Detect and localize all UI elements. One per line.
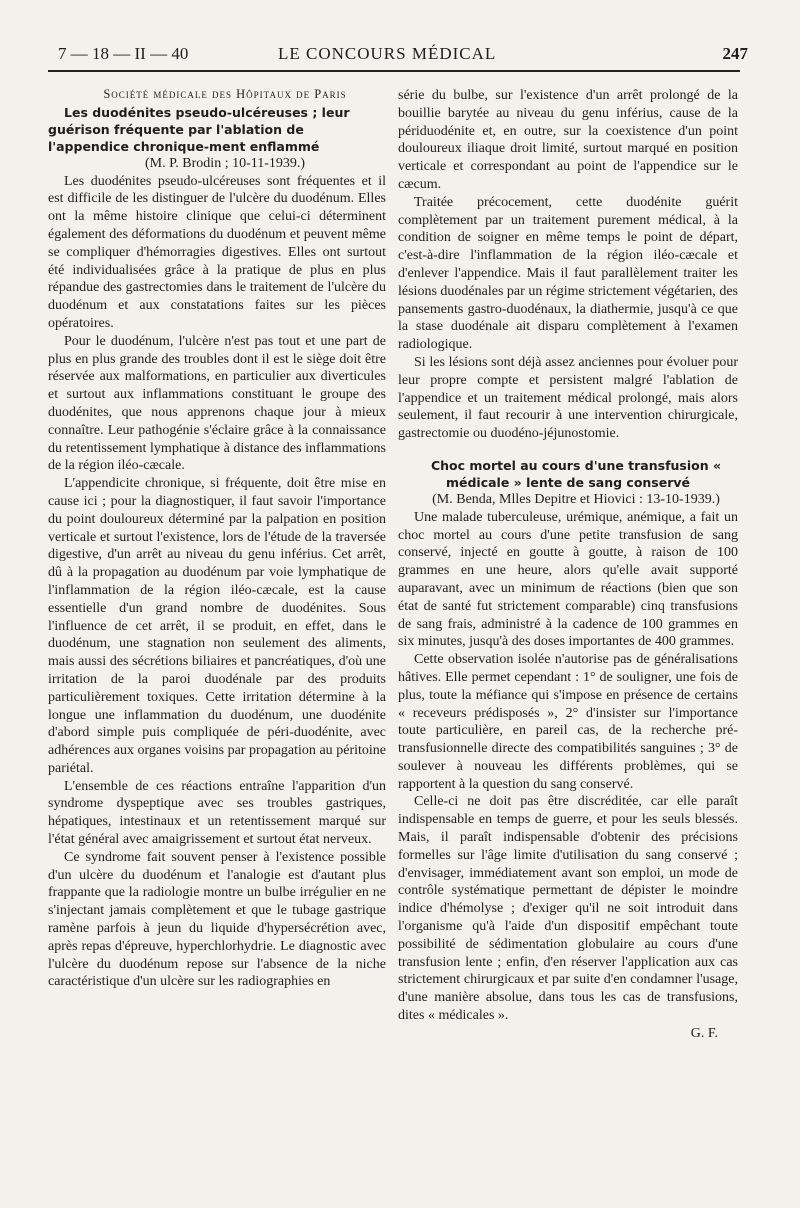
page-header xyxy=(48,38,748,68)
society-heading: Société médicale des Hôpitaux de Paris xyxy=(103,87,347,101)
paragraph: Une malade tuberculeuse, urémique, anémique, a fait un choc mortel au cours d'une petite transfusion de sang conservé, injecté en goutte à goutte, à raison de 100 grammes en une heure, alors qu'elle avait supporté auparavant, avec un minimum de réactions (bien que son état de santé fut strictement comparable) cinq transfusions de sang frais, administré à la cadence de 100 grammes en six minutes, jusqu'à des doses importantes de 400 grammes. xyxy=(398,509,738,650)
signature: G. F. xyxy=(690,1025,718,1041)
journal-title: LE CONCOURS MÉDICAL xyxy=(278,44,497,63)
article2-byline: (M. Benda, Mlles Depitre et Hiovici : 13-10-1939.) xyxy=(432,491,720,507)
paragraph: L'appendicite chronique, si fréquente, doit être mise en cause ici ; pour la diagnostiquer, il faut savoir l'importance du point douloureux déterminé par la palpation en position verticale et surtout l'existence, lors de l'étude de la traversée digestive, d'un arrêt au niveau du genu inférius. Cet arrêt, dû à la propagation au duodénum par voie lymphatique de l'inflammation de la région iléo-cæcale, est la cause essentielle d'un grand nombre de duodénites. Sous l'influence de cet arrêt, il se produit, en effet, dans le duodénum, une stagnation non seulement des aliments, mais aussi des sécrétions biliaires et pancréatiques, d'où une irritation de la paroi duodénale par des produits particulièrement toxiques. Cette irritation détermine à la longue une inflammation du duodénum, une duodénite d'abord simple puis compliquée de péri-duodénite, avec adhérences aux organes voisins par propagation au péritoine pariétal. xyxy=(48,476,386,776)
article1-title: Les duodénites pseudo-ulcéreuses ; leur guérison fréquente par l'ablation de l'appendice chronique-ment enflammé xyxy=(48,104,350,154)
paragraph: Ce syndrome fait souvent penser à l'existence possible d'un ulcère du duodénum et l'analogie est d'autant plus frappante que la radiologie montre un bulbe irrégulier en ne s'injectant jamais complètement et que le tubage gastrique ramène parfois à jeun du liquide d'hypersécrétion avec, après repas d'épreuve, hyperchlorhydrie. Le diagnostic avec l'ulcère du duodénum repose sur l'absence de la niche caractéristique d'un ulcère sur les radiographies en xyxy=(48,849,386,990)
paragraph: Cette observation isolée n'autorise pas de généralisations hâtives. Elle permet cependant : 1° de souligner, une fois de plus, toute la méfiance qui s'impose en présence de certains « receveurs prédisposés », 2° d'insister sur l'importance toute particulière, en pareil cas, de la recherche pré-transfusionnelle directe des compatibilités sanguines ; 3° de soulever à nouveau les différents problèmes, qui se rapportent à la question du sang conservé. xyxy=(398,652,738,792)
paragraph: Celle-ci ne doit pas être discréditée, car elle paraît indispensable en temps de guerre, et pour les seuls blessés. Mais, il paraît indispensable d'obtenir des précisions formelles sur l'âge limite d'utilisation du sang conservé ; d'envisager, immédiatement avant son emploi, un mode de contrôle systématique permettant de dépister le moindre indice d'hémolyse ; d'exiger qu'il ne soit introduit dans l'organisme qu'à l'aide d'un dispositif empêchant toute possibilité de sédimentation globulaire au cours d'une transfusion lente ; enfin, d'en réserver l'application aux cas strictement chirurgicaux et par suite d'en condamner l'usage, d'une manière absolue, dans tous les cas de transfusions, dites « médicales ». xyxy=(398,794,738,1024)
section-gap xyxy=(398,443,738,457)
paragraph: L'ensemble de ces réactions entraîne l'apparition d'un syndrome dyspeptique avec ses troubles gastriques, hépatiques, intestinaux et un retentissement marqué sur l'état général avec amaigrissement et surtout état nerveux. xyxy=(48,778,386,848)
left-column xyxy=(48,86,386,991)
paragraph: Si les lésions sont déjà assez anciennes pour évoluer pour leur propre compte et persistent malgré l'ablation de l'appendice et un traitement médical prolongé, mais alors seulement, il faut recourir à une intervention chirurgicale, gastrectomie ou duodéno-jéjunostomie. xyxy=(398,354,738,442)
paragraph: série du bulbe, sur l'existence d'un arrêt prolongé de la bouillie barytée au niveau du genu inférius, cause de la périduodénite et, en outre, sur la coexistence d'un point douloureux iliaque droit limité, surtout marqué en position verticale et correspondant au point de l'appendice sur le cæcum. xyxy=(398,88,738,192)
article2-title: Choc mortel au cours d'une transfusion « médicale » lente de sang conservé xyxy=(430,457,722,490)
right-column xyxy=(398,87,738,1043)
paragraph: Pour le duodénum, l'ulcère n'est pas tout et une part de plus en plus grande des troubles dont il est le siège doit être réservée aux malformations, en particulier aux diverticules et surtout aux inflammations constituant le groupe des duodénites, que nous apprenons chaque jour à mieux connaître. Leur pathogénie s'éclaire grâce à la connaissance du retentissement lymphatique à distance des inflammations de la région iléo-cæcale. xyxy=(48,333,386,474)
article1-byline: (M. P. Brodin ; 10-11-1939.) xyxy=(144,155,306,171)
issue-date: 7 — 18 — II — 40 xyxy=(58,44,189,63)
paragraph: Les duodénites pseudo-ulcéreuses sont fréquentes et il est difficile de les distinguer de l'ulcère du duodénum. Elles ont la même histoire clinique que celui-ci déterminent également des déformations du duodénum et peuvent même se compliquer d'hémorragies digestives. Elles ont surtout été individualisées grâce à la pratique de plus en plus répandue des gastrectomies dans le traitement de l'ulcère du duodénum et aux constatations faites sur les pièces opératoires. xyxy=(48,173,386,331)
header-rule xyxy=(48,70,740,72)
paragraph: Traitée précocement, cette duodénite guérit complètement par un traitement purement médical, à la condition de soigner en même temps le point de départ, c'est-à-dire l'inflammation de la région iléo-cæcale et d'enlever l'appendice. Mais il faut parallèlement traiter les lésions duodénales par un régime strictement végétarien, des pansements gastro-duodénaux, la diathermie, jusqu'à ce que la stase duodénale ait disparu complètement à l'examen radiologique. xyxy=(398,194,738,353)
page-number: 247 xyxy=(722,44,748,63)
